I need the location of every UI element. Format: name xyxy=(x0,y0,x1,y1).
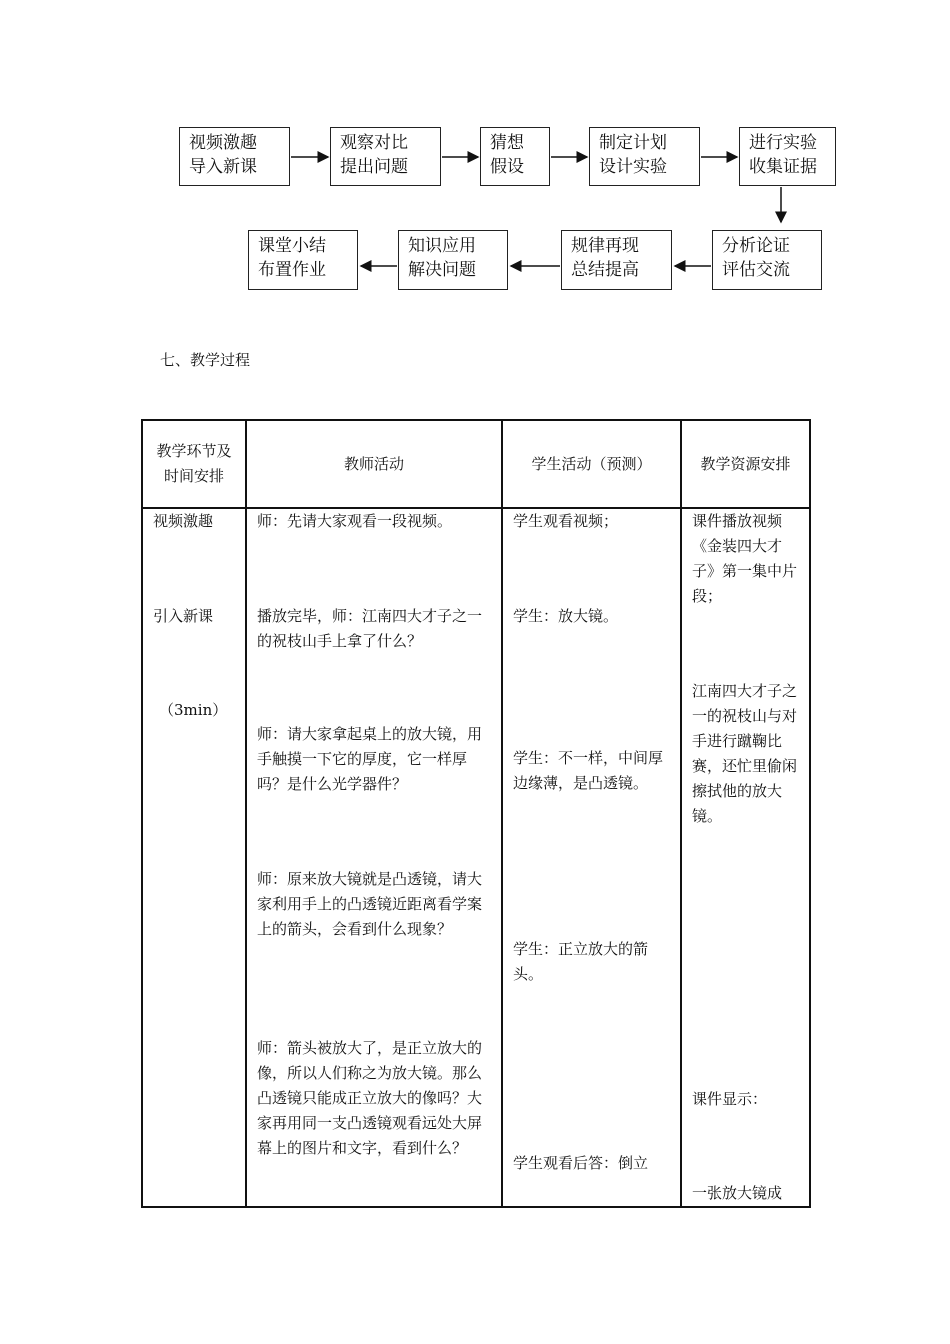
header-resource: 教学资源安排 xyxy=(681,420,810,508)
teaching-process-table xyxy=(141,419,811,1208)
student-para-4: 学生：正立放大的箭头。 xyxy=(513,940,649,983)
flow-step-2-line2: 提出问题 xyxy=(340,157,408,177)
section-title: 七、教学过程 xyxy=(160,351,251,369)
flow-step-4-line1: 制定计划 xyxy=(599,133,667,153)
flow-step-2-line1: 观察对比 xyxy=(340,133,408,153)
flow-step-9-line2: 布置作业 xyxy=(258,260,326,280)
table-row xyxy=(142,508,810,1207)
header-teacher: 教师活动 xyxy=(246,420,502,508)
flow-step-1-line1: 视频激趣 xyxy=(189,133,257,153)
resource-cell xyxy=(681,508,810,1207)
student-para-3: 学生：不一样，中间厚边缘薄，是凸透镜。 xyxy=(513,749,664,792)
header-stage: 教学环节及时间安排 xyxy=(142,420,246,508)
header-student: 学生活动（预测） xyxy=(502,420,681,508)
flow-step-8-line1: 知识应用 xyxy=(408,236,476,256)
flow-step-6-line1: 分析论证 xyxy=(722,236,790,256)
stage-line-1: 视频激趣 xyxy=(153,512,214,530)
flow-step-7-line1: 规律再现 xyxy=(571,236,639,256)
teacher-cell xyxy=(246,508,502,1207)
teacher-para-2: 播放完毕，师：江南四大才子之一的祝枝山手上拿了什么？ xyxy=(257,607,483,650)
flow-step-5-line1: 进行实验 xyxy=(749,133,817,153)
resource-para-2: 江南四大才子之一的祝枝山与对手进行蹴鞠比赛，还忙里偷闲擦拭他的放大镜。 xyxy=(692,682,798,825)
flow-step-1-line2: 导入新课 xyxy=(189,157,257,177)
flow-step-8-line2: 解决问题 xyxy=(408,260,476,280)
flowchart-arrows xyxy=(0,0,950,320)
teacher-para-1: 师：先请大家观看一段视频。 xyxy=(257,512,453,530)
student-para-5: 学生观看后答：倒立 xyxy=(513,1154,649,1172)
table-header-row xyxy=(142,420,810,508)
resource-para-3: 课件显示： xyxy=(692,1090,768,1108)
flow-step-3-line2: 假设 xyxy=(490,157,524,177)
student-para-2: 学生：放大镜。 xyxy=(513,607,619,625)
flow-step-5-line2: 收集证据 xyxy=(749,157,817,177)
stage-line-2: 引入新课 xyxy=(153,607,214,625)
student-para-1: 学生观看视频； xyxy=(513,512,619,530)
teacher-para-3: 师：请大家拿起桌上的放大镜，用手触摸一下它的厚度，它一样厚吗？是什么光学器件？ xyxy=(257,725,483,793)
resource-para-4: 一张放大镜成 xyxy=(692,1184,783,1202)
flow-step-6-line2: 评估交流 xyxy=(722,260,790,280)
flow-step-9-line1: 课堂小结 xyxy=(258,236,326,256)
flow-step-7-line2: 总结提高 xyxy=(571,260,639,280)
student-cell xyxy=(502,508,681,1207)
resource-para-1: 课件播放视频《金装四大才子》第一集中片段； xyxy=(692,512,798,605)
stage-cell xyxy=(142,508,246,1207)
flow-step-4-line2: 设计实验 xyxy=(599,157,667,177)
flow-step-3-line1: 猜想 xyxy=(490,133,524,153)
teacher-para-5: 师：箭头被放大了，是正立放大的像，所以人们称之为放大镜。那么凸透镜只能成正立放大的像吗？大家再用同一支凸透镜观看远处大屏幕上的图片和文字，看到什么？ xyxy=(257,1039,483,1157)
teacher-para-4: 师：原来放大镜就是凸透镜，请大家利用手上的凸透镜近距离看学案上的箭头，会看到什么现象？ xyxy=(257,870,483,938)
stage-duration: （3min） xyxy=(159,701,228,719)
